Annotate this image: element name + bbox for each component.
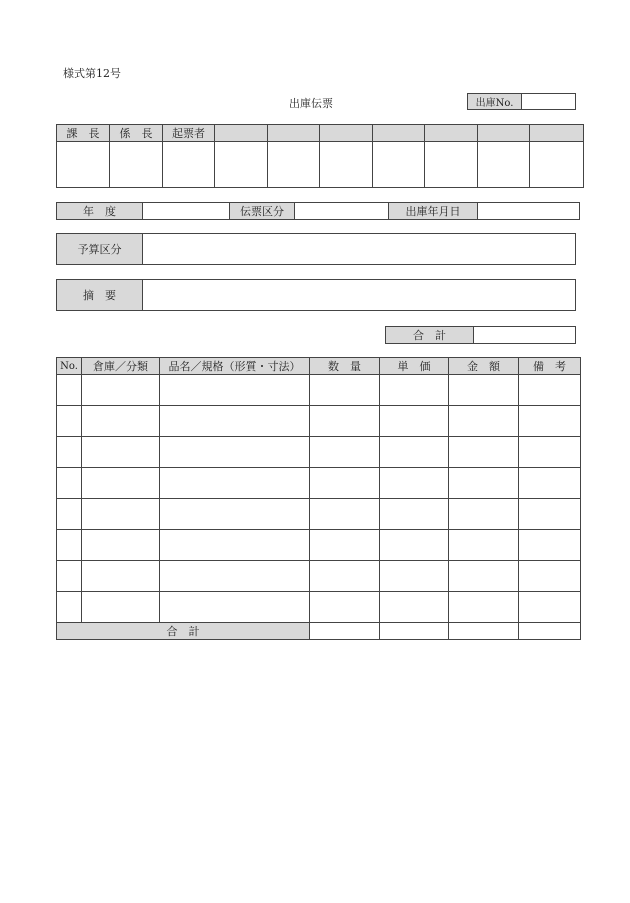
- approval-stamp-cell[interactable]: [373, 142, 425, 188]
- total-remarks-field[interactable]: [519, 623, 581, 640]
- items-header-quantity: 数 量: [310, 358, 380, 375]
- approval-stamp-cell[interactable]: [57, 142, 110, 188]
- item-cell[interactable]: [449, 530, 519, 561]
- table-row: [57, 561, 581, 592]
- issue-date-label: 出庫年月日: [389, 203, 478, 220]
- item-cell[interactable]: [57, 468, 82, 499]
- budget-row: [56, 233, 576, 265]
- item-cell[interactable]: [380, 375, 449, 406]
- item-cell[interactable]: [160, 437, 310, 468]
- approval-header-drafter: 起票者: [163, 125, 215, 142]
- item-cell[interactable]: [57, 437, 82, 468]
- item-cell[interactable]: [310, 592, 380, 623]
- slip-number-box: [467, 93, 576, 110]
- item-cell[interactable]: [449, 375, 519, 406]
- item-cell[interactable]: [82, 592, 160, 623]
- item-cell[interactable]: [380, 561, 449, 592]
- approval-header-blank: [478, 125, 530, 142]
- item-cell[interactable]: [519, 437, 581, 468]
- table-row: [57, 468, 581, 499]
- item-cell[interactable]: [519, 468, 581, 499]
- items-header-item-name: 品名／規格（形質・寸法）: [160, 358, 310, 375]
- approval-header-blank: [320, 125, 373, 142]
- slip-type-label: 伝票区分: [230, 203, 295, 220]
- item-cell[interactable]: [519, 406, 581, 437]
- item-cell[interactable]: [57, 561, 82, 592]
- approval-header-blank: [215, 125, 268, 142]
- approval-header-blank: [425, 125, 478, 142]
- item-cell[interactable]: [449, 406, 519, 437]
- item-cell[interactable]: [57, 592, 82, 623]
- items-total-label: 合 計: [57, 623, 310, 640]
- table-row: [57, 592, 581, 623]
- table-row: [57, 530, 581, 561]
- fiscal-year-label: 年 度: [57, 203, 143, 220]
- items-header-warehouse: 倉庫／分類: [82, 358, 160, 375]
- table-row: [57, 499, 581, 530]
- approval-header-blank: [268, 125, 320, 142]
- item-cell[interactable]: [57, 375, 82, 406]
- page-title: 出庫伝票: [289, 97, 333, 110]
- item-cell[interactable]: [519, 592, 581, 623]
- approval-stamp-cell[interactable]: [530, 142, 584, 188]
- total-amount-field[interactable]: [449, 623, 519, 640]
- total-quantity-field[interactable]: [310, 623, 380, 640]
- item-cell[interactable]: [160, 375, 310, 406]
- summary-label: 摘 要: [57, 280, 143, 311]
- item-cell[interactable]: [310, 561, 380, 592]
- approval-header-section-chief: 課 長: [57, 125, 110, 142]
- item-cell[interactable]: [449, 437, 519, 468]
- info-row: [56, 202, 580, 220]
- total-unit-price-field[interactable]: [380, 623, 449, 640]
- budget-category-field[interactable]: [143, 234, 576, 265]
- item-cell[interactable]: [82, 406, 160, 437]
- approval-table: [56, 124, 584, 188]
- form-number: 様式第12号: [63, 67, 121, 80]
- item-cell[interactable]: [519, 561, 581, 592]
- item-cell[interactable]: [160, 561, 310, 592]
- items-header-amount: 金 額: [449, 358, 519, 375]
- slip-number-field[interactable]: [522, 94, 576, 110]
- approval-header-blank: [530, 125, 584, 142]
- item-cell[interactable]: [380, 499, 449, 530]
- item-cell[interactable]: [380, 468, 449, 499]
- items-header-unit-price: 単 価: [380, 358, 449, 375]
- items-header-no: No.: [57, 358, 82, 375]
- item-cell[interactable]: [449, 561, 519, 592]
- approval-header-blank: [373, 125, 425, 142]
- item-cell[interactable]: [82, 561, 160, 592]
- item-cell[interactable]: [160, 406, 310, 437]
- item-cell[interactable]: [380, 592, 449, 623]
- approval-stamp-cell[interactable]: [478, 142, 530, 188]
- item-cell[interactable]: [380, 406, 449, 437]
- slip-number-label: 出庫No.: [468, 94, 522, 110]
- item-cell[interactable]: [380, 437, 449, 468]
- item-cell[interactable]: [449, 592, 519, 623]
- item-cell[interactable]: [310, 375, 380, 406]
- summary-field[interactable]: [143, 280, 576, 311]
- item-cell[interactable]: [310, 468, 380, 499]
- approval-stamp-cell[interactable]: [110, 142, 163, 188]
- items-header-remarks: 備 考: [519, 358, 581, 375]
- item-cell[interactable]: [160, 499, 310, 530]
- approval-stamp-cell[interactable]: [425, 142, 478, 188]
- total-label: 合 計: [386, 327, 474, 344]
- item-cell[interactable]: [82, 468, 160, 499]
- items-table: [56, 357, 581, 640]
- item-cell[interactable]: [519, 530, 581, 561]
- item-cell[interactable]: [160, 530, 310, 561]
- table-row: [57, 375, 581, 406]
- item-cell[interactable]: [57, 406, 82, 437]
- item-cell[interactable]: [57, 499, 82, 530]
- item-cell[interactable]: [449, 499, 519, 530]
- item-cell[interactable]: [519, 499, 581, 530]
- table-row: [57, 437, 581, 468]
- item-cell[interactable]: [82, 437, 160, 468]
- item-cell[interactable]: [310, 437, 380, 468]
- total-box: [385, 326, 576, 344]
- item-cell[interactable]: [449, 468, 519, 499]
- approval-header-subsection-chief: 係 長: [110, 125, 163, 142]
- fiscal-year-field[interactable]: [143, 203, 230, 220]
- summary-row: [56, 279, 576, 311]
- item-cell[interactable]: [82, 375, 160, 406]
- table-row: [57, 406, 581, 437]
- item-cell[interactable]: [310, 530, 380, 561]
- item-cell[interactable]: [160, 468, 310, 499]
- slip-type-field[interactable]: [295, 203, 389, 220]
- total-field[interactable]: [474, 327, 576, 344]
- item-cell[interactable]: [160, 592, 310, 623]
- approval-stamp-cell[interactable]: [163, 142, 215, 188]
- item-cell[interactable]: [57, 530, 82, 561]
- item-cell[interactable]: [310, 406, 380, 437]
- item-cell[interactable]: [519, 375, 581, 406]
- item-cell[interactable]: [380, 530, 449, 561]
- approval-stamp-cell[interactable]: [320, 142, 373, 188]
- item-cell[interactable]: [82, 499, 160, 530]
- issue-date-field[interactable]: [478, 203, 580, 220]
- approval-stamp-cell[interactable]: [268, 142, 320, 188]
- item-cell[interactable]: [310, 499, 380, 530]
- approval-stamp-cell[interactable]: [215, 142, 268, 188]
- items-total-row: [57, 623, 581, 640]
- budget-category-label: 予算区分: [57, 234, 143, 265]
- item-cell[interactable]: [82, 530, 160, 561]
